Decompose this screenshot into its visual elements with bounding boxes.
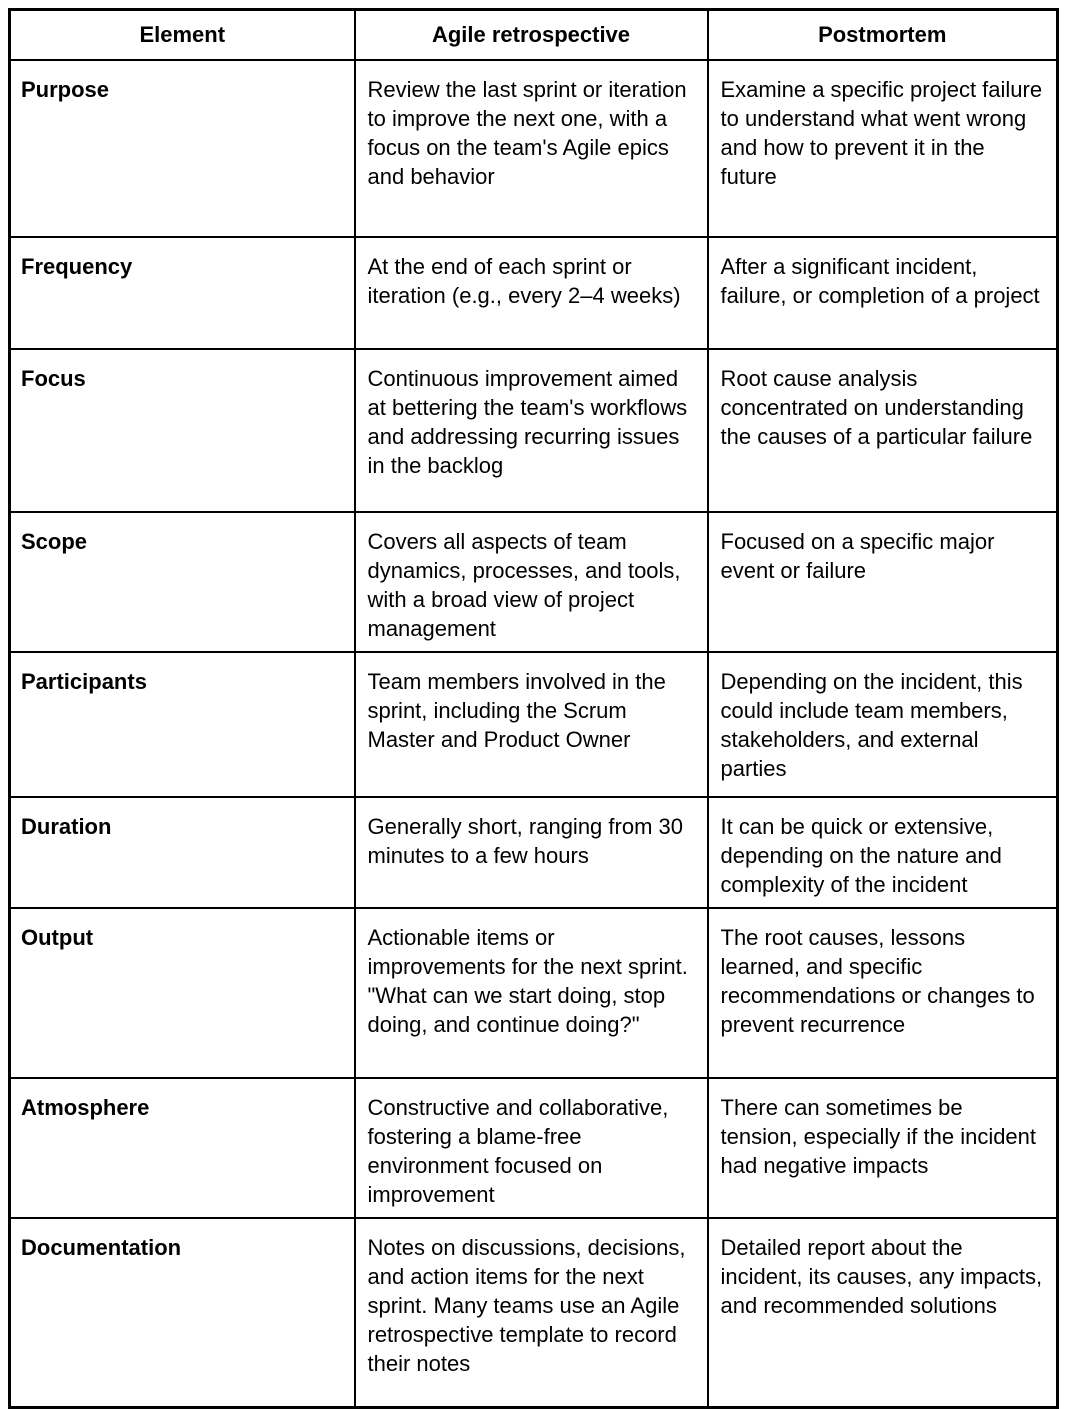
row-element-label: Duration: [10, 797, 355, 908]
agile-retrospective-cell: Team members involved in the sprint, including the Scrum Master and Product Owner: [355, 652, 708, 797]
postmortem-cell: Focused on a specific major event or failure: [708, 512, 1058, 652]
agile-retrospective-cell: Review the last sprint or iteration to improve the next one, with a focus on the team's Agile epics and behavior: [355, 60, 708, 237]
row-element-label: Focus: [10, 349, 355, 512]
row-element-label: Output: [10, 908, 355, 1078]
table-body: [10, 60, 1058, 1408]
table-row: [10, 349, 1058, 512]
row-element-label: Purpose: [10, 60, 355, 237]
postmortem-cell: Examine a specific project failure to understand what went wrong and how to prevent it in the future: [708, 60, 1058, 237]
row-element-label: Scope: [10, 512, 355, 652]
table-row: [10, 652, 1058, 797]
table-row: [10, 60, 1058, 237]
agile-retrospective-cell: Constructive and collaborative, fostering a blame-free environment focused on improvement: [355, 1078, 708, 1218]
postmortem-cell: Root cause analysis concentrated on understanding the causes of a particular failure: [708, 349, 1058, 512]
agile-retrospective-cell: Notes on discussions, decisions, and action items for the next sprint. Many teams use an Agile retrospective template to record their notes: [355, 1218, 708, 1408]
table-row: [10, 1218, 1058, 1408]
table-header: [10, 10, 1058, 60]
row-element-label: Frequency: [10, 237, 355, 349]
postmortem-cell: The root causes, lessons learned, and specific recommendations or changes to prevent recurrence: [708, 908, 1058, 1078]
table-row: [10, 908, 1058, 1078]
table-row: [10, 1078, 1058, 1218]
column-header-agile-retrospective: Agile retrospective: [355, 10, 708, 60]
postmortem-cell: There can sometimes be tension, especially if the incident had negative impacts: [708, 1078, 1058, 1218]
comparison-table: [8, 8, 1059, 1409]
table-row: [10, 512, 1058, 652]
agile-retrospective-cell: Covers all aspects of team dynamics, processes, and tools, with a broad view of project management: [355, 512, 708, 652]
agile-retrospective-cell: Continuous improvement aimed at bettering the team's workflows and addressing recurring issues in the backlog: [355, 349, 708, 512]
table-row: [10, 237, 1058, 349]
postmortem-cell: It can be quick or extensive, depending on the nature and complexity of the incident: [708, 797, 1058, 908]
row-element-label: Atmosphere: [10, 1078, 355, 1218]
row-element-label: Documentation: [10, 1218, 355, 1408]
header-row: [10, 10, 1058, 60]
row-element-label: Participants: [10, 652, 355, 797]
agile-retrospective-cell: Generally short, ranging from 30 minutes to a few hours: [355, 797, 708, 908]
column-header-element: Element: [10, 10, 355, 60]
table-row: [10, 797, 1058, 908]
postmortem-cell: Depending on the incident, this could include team members, stakeholders, and external parties: [708, 652, 1058, 797]
agile-retrospective-cell: Actionable items or improvements for the next sprint. "What can we start doing, stop doing, and continue doing?": [355, 908, 708, 1078]
postmortem-cell: After a significant incident, failure, or completion of a project: [708, 237, 1058, 349]
agile-retrospective-cell: At the end of each sprint or iteration (e.g., every 2–4 weeks): [355, 237, 708, 349]
postmortem-cell: Detailed report about the incident, its causes, any impacts, and recommended solutions: [708, 1218, 1058, 1408]
column-header-postmortem: Postmortem: [708, 10, 1058, 60]
